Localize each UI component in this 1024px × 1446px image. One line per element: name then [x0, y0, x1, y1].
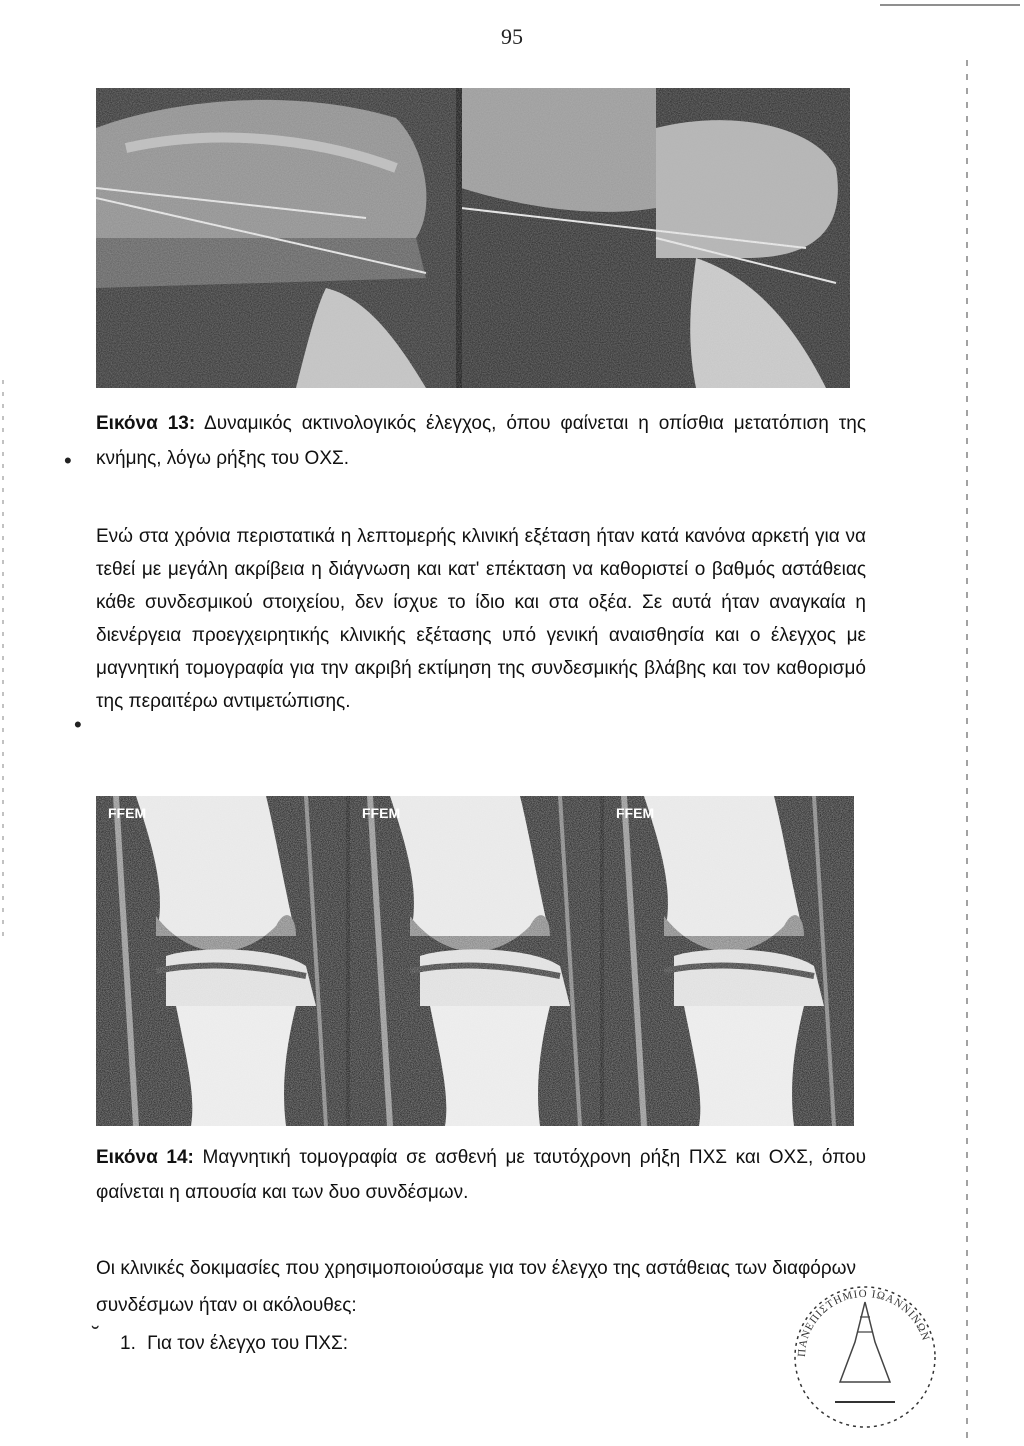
tests-intro: [96, 1250, 856, 1324]
library-stamp: [780, 1262, 950, 1432]
list-item-1: [120, 1333, 348, 1355]
figure-14-caption: [96, 1140, 866, 1210]
scan-artifact-top: [880, 4, 1020, 6]
list-item-number: 1.: [120, 1333, 136, 1354]
mri-panel-label-2: FFEM: [362, 805, 401, 821]
mri-panel-label-3: FFEM: [616, 805, 655, 821]
figure-13-caption-text: Δυναμικός ακτινολογικός έλεγχος, όπου φαίνεται η οπίσθια μετατόπιση της κνήμης, λόγω ρήξης του ΟΧΣ.: [96, 413, 867, 469]
figure-13-xray: [96, 88, 850, 388]
margin-dot: •: [64, 448, 72, 473]
scan-artifact-left: [2, 380, 4, 940]
scan-artifact-right: [966, 60, 968, 1440]
page-number: 95: [501, 24, 523, 49]
margin-dot: •: [74, 712, 82, 737]
figure-14-caption-label: Εικόνα 14:: [96, 1147, 194, 1168]
figure-14-mri: [96, 796, 854, 1126]
svg-text:ΠΑΝΕΠΙΣΤΗΜΙΟ ΙΩΑΝΝΙΝΩΝ: ΠΑΝΕΠΙΣΤΗΜΙΟ ΙΩΑΝΝΙΝΩΝ: [795, 1287, 932, 1358]
figure-13-caption: [96, 406, 866, 476]
figure-13-caption-label: Εικόνα 13:: [96, 413, 196, 434]
body-paragraph-text: Ενώ στα χρόνια περιστατικά η λεπτομερής κλινική εξέταση ήταν κατά κανόνα αρκετή για να τεθεί με μεγάλη ακρίβεια η διάγνωση και κατ' επέκταση να καθοριστεί ο βαθμός αστάθειας κάθε συνδεσμικού στοιχείου, δεν ίσχυε το ίδιο και στα οξέα. Σε αυτά ήταν αναγκαία η διενέργεια προεγχειρητικής κλινικής εξέτασης υπό γενική αναισθησία και ο έλεγχος με μαγνητική τομογραφία για την ακριβή εκτίμηση της συνδεσμικής βλάβης και τον καθορισμό της περαιτέρω αντιμετώπισης.: [96, 526, 866, 712]
mri-panel-label-1: FFEM: [108, 805, 147, 821]
tests-intro-text: Οι κλινικές δοκιμασίες που χρησιμοποιούσαμε για τον έλεγχο της αστάθειας των διαφόρων συνδέσμων ήταν οι ακόλουθες:: [96, 1258, 856, 1316]
body-paragraph: [96, 520, 866, 718]
margin-dot: ˘: [92, 1322, 100, 1347]
figure-14-caption-text: Μαγνητική τομογραφία σε ασθενή με ταυτόχρονη ρήξη ΠΧΣ και ΟΧΣ, όπου φαίνεται η απουσία και των δυο συνδέσμων.: [96, 1147, 867, 1203]
list-item-text: Για τον έλεγχο του ΠΧΣ:: [147, 1333, 348, 1354]
